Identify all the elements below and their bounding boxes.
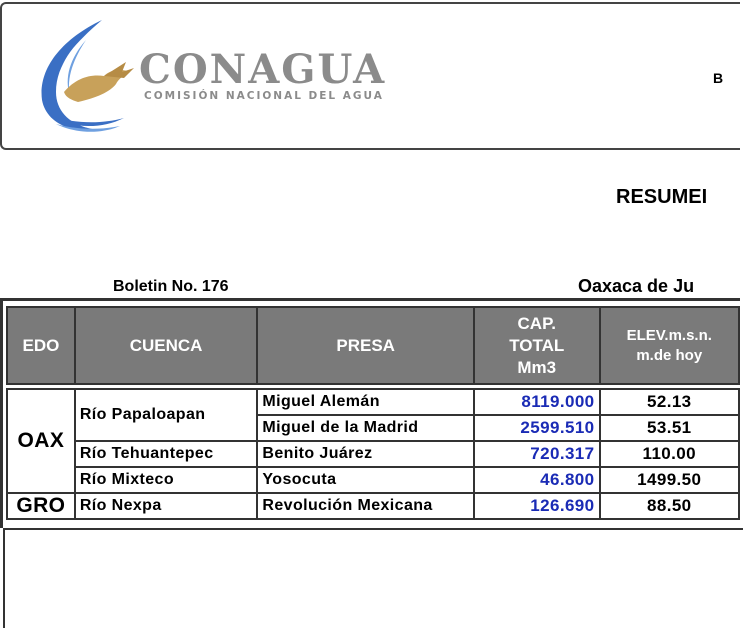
page-title: RESUMEI <box>616 186 708 208</box>
presa-cell: Yosocuta <box>257 467 474 493</box>
capacity-cell: 46.800 <box>474 467 600 493</box>
elevation-cell: 88.50 <box>600 493 739 519</box>
table-frame <box>0 298 740 528</box>
cuenca-cell: Río Nexpa <box>75 493 258 519</box>
presa-cell: Benito Juárez <box>257 441 474 467</box>
cuenca-cell: Río Papaloapan <box>75 389 258 441</box>
conagua-logo-icon <box>30 18 138 136</box>
cuenca-cell: Río Tehuantepec <box>75 441 258 467</box>
header-elevation <box>600 307 739 384</box>
elevation-cell: 1499.50 <box>600 467 739 493</box>
logo-wordmark: CONAGUA <box>139 46 387 93</box>
edo-cell: GRO <box>7 493 75 519</box>
header-capacity-line2: TOTAL <box>509 335 565 355</box>
capacity-cell: 2599.510 <box>474 415 600 441</box>
elevation-cell: 53.51 <box>600 415 739 441</box>
logo-subtitle: COMISIÓN NACIONAL DEL AGUA <box>144 90 384 102</box>
header-capacity-line3: Mm3 <box>517 357 557 377</box>
header-capacity <box>474 307 600 384</box>
header-edge-text: B <box>713 70 724 86</box>
lower-panel <box>3 528 743 628</box>
cuenca-cell: Río Mixteco <box>75 467 258 493</box>
edo-cell: OAX <box>7 389 75 493</box>
table-row <box>7 441 739 467</box>
presa-cell: Revolución Mexicana <box>257 493 474 519</box>
header-cuenca: CUENCA <box>75 307 258 384</box>
presa-cell: Miguel de la Madrid <box>257 415 474 441</box>
table-row <box>7 467 739 493</box>
location-date: Oaxaca de Ju <box>578 276 695 296</box>
header-presa: PRESA <box>257 307 474 384</box>
header-panel <box>0 2 740 150</box>
capacity-cell: 8119.000 <box>474 389 600 415</box>
elevation-cell: 52.13 <box>600 389 739 415</box>
header-edo: EDO <box>7 307 75 384</box>
header-elevation-line2: m.de hoy <box>636 346 703 364</box>
presa-cell: Miguel Alemán <box>257 389 474 415</box>
header-capacity-line1: CAP. <box>517 313 556 333</box>
header-elevation-line1: ELEV.m.s.n. <box>626 326 712 344</box>
capacity-cell: 720.317 <box>474 441 600 467</box>
bulletin-number: Boletin No. 176 <box>113 278 229 295</box>
table-row <box>7 493 739 519</box>
dams-table <box>6 306 740 520</box>
table-row <box>7 389 739 415</box>
capacity-cell: 126.690 <box>474 493 600 519</box>
elevation-cell: 110.00 <box>600 441 739 467</box>
